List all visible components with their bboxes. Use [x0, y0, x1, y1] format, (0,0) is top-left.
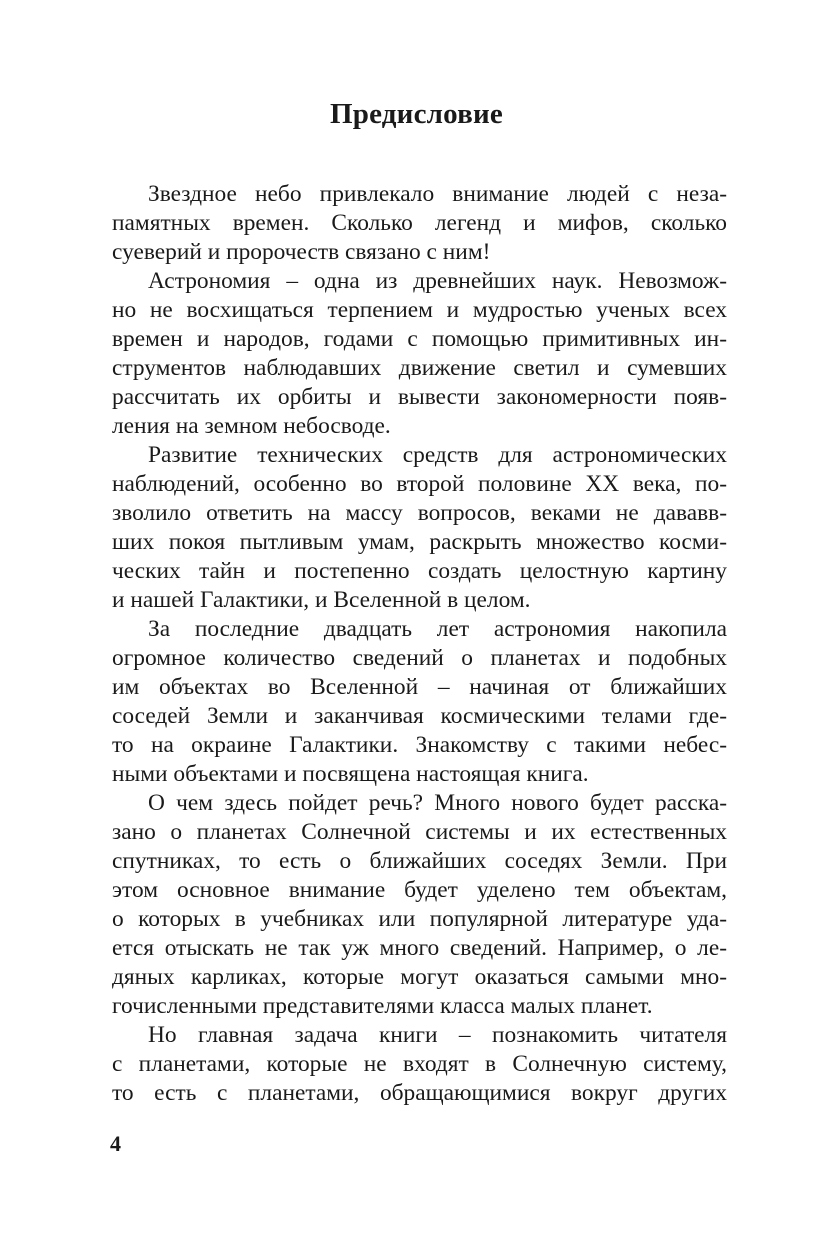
text-line: гочисленными представителями класса малых планет. [112, 993, 653, 1019]
text-line: Но главная задача книги – познакомить читателя [148, 1022, 727, 1048]
text-line: наблюдений, особенно во второй половине XX века, по- [112, 471, 727, 497]
text-line: ется отыскать не так уж много сведений. Например, о ле- [112, 935, 727, 961]
text-line: ными объектами и посвящена настоящая книга. [112, 761, 589, 787]
text-line: соседей Земли и заканчивая космическими телами где- [112, 703, 727, 729]
text-line: ческих тайн и постепенно создать целостную картину [112, 558, 727, 584]
text-line: времен и народов, годами с помощью примитивных ин- [112, 326, 727, 352]
body-text [112, 180, 727, 1108]
text-line: огромное количество сведений о планетах и подобных [112, 645, 727, 671]
text-line: За последние двадцать лет астрономия накопила [148, 616, 727, 642]
text-line: рассчитать их орбиты и вывести закономерности появ- [112, 384, 727, 410]
text-line: спутниках, то есть о ближайших соседях Земли. При [112, 848, 727, 874]
text-line: о которых в учебниках или популярной литературе уда- [112, 906, 727, 932]
text-line: зано о планетах Солнечной системы и их естественных [112, 819, 727, 845]
text-line: ших покоя пытливым умам, раскрыть множество косми- [112, 529, 727, 555]
text-line: суеверий и пророчеств связано с ним! [112, 239, 491, 265]
text-line: им объектах во Вселенной – начиная от ближайших [112, 674, 727, 700]
text-line: с планетами, которые не входят в Солнечную систему, [112, 1051, 727, 1077]
text-line: Развитие технических средств для астрономических [148, 442, 727, 468]
page-number: 4 [110, 1131, 121, 1156]
text-line: О чем здесь пойдет речь? Много нового будет расска- [148, 790, 727, 816]
page-title: Предисловие [330, 98, 503, 130]
text-line: но не восхищаться терпением и мудростью ученых всех [112, 297, 727, 323]
text-line: то на окраине Галактики. Знакомству с такими небес- [112, 732, 727, 758]
text-line: Звездное небо привлекало внимание людей с неза- [148, 181, 727, 207]
text-line: ления на земном небосводе. [112, 413, 391, 439]
text-line: дяных карликах, которые могут оказаться самыми мно- [112, 964, 727, 990]
text-line: памятных времен. Сколько легенд и мифов, сколько [112, 210, 727, 236]
text-line: зволило ответить на массу вопросов, веками не дававв- [112, 500, 727, 526]
text-line: то есть с планетами, обращающимися вокруг других [112, 1080, 727, 1106]
text-line: струментов наблюдавших движение светил и сумевших [112, 355, 727, 381]
text-line: этом основное внимание будет уделено тем объектам, [112, 877, 727, 903]
text-line: и нашей Галактики, и Вселенной в целом. [112, 587, 531, 613]
text-line: Астрономия – одна из древнейших наук. Невозмож- [148, 268, 727, 294]
